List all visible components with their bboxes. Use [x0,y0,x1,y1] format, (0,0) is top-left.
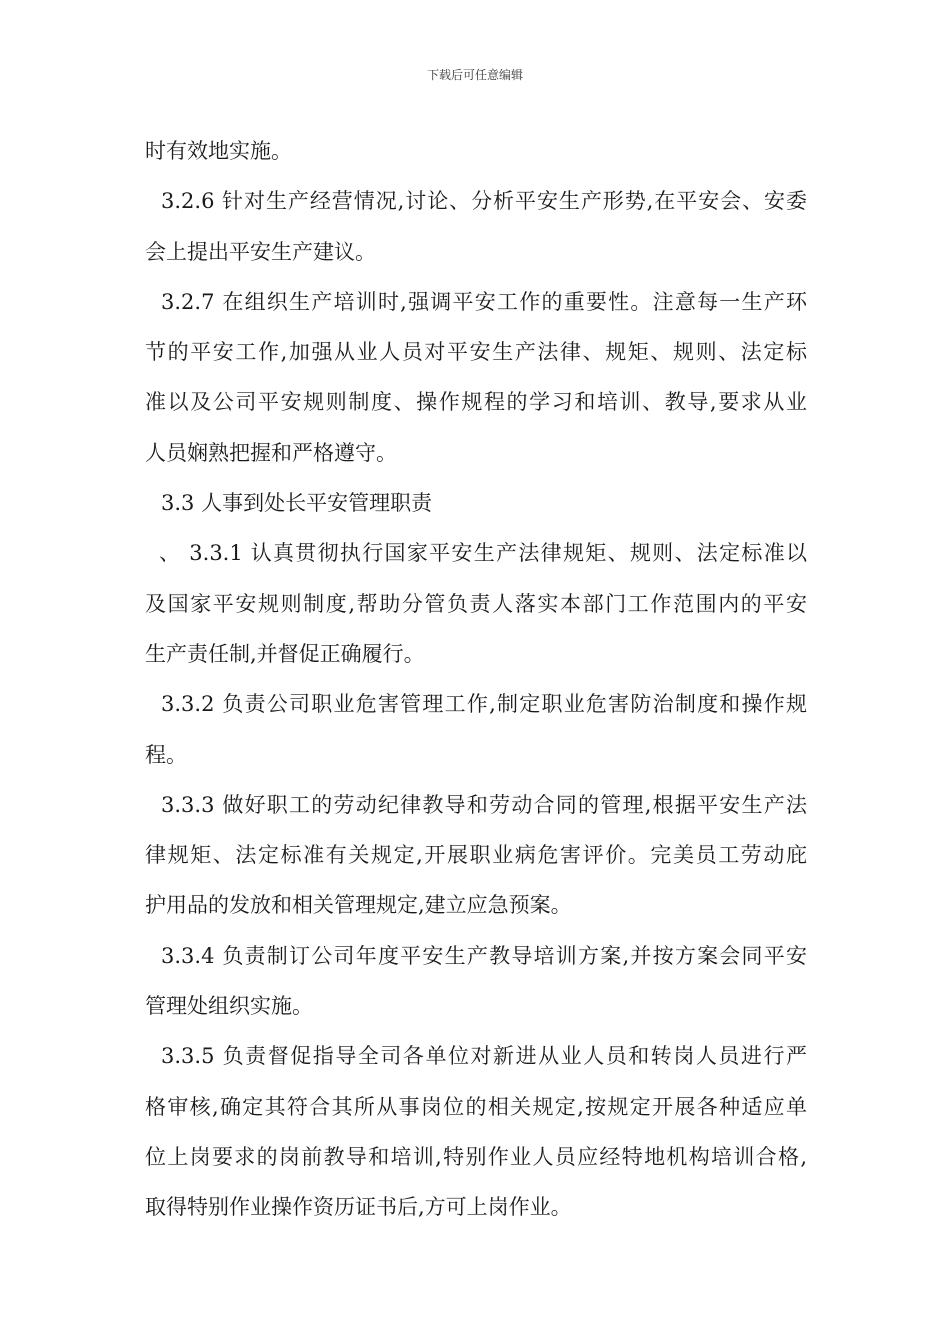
document-body [145,126,807,1233]
page-header: 下载后可任意编辑 [426,68,523,82]
text-line: 时有效地实施。 [145,139,292,163]
text-line: 及国家平安规则制度,帮助分管负责人落实本部门工作范围内的平安 [145,591,807,616]
text-line: 位上岗要求的岗前教导和培训,特别作业人员应经特地机构培训合格, [145,1144,807,1169]
text-line: 取得特别作业操作资历证书后,方可上岗作业。 [145,1195,572,1220]
text-line: 节的平安工作,加强从业人员对平安生产法律、规矩、规则、法定标 [145,340,807,365]
text-line: 准以及公司平安规则制度、操作规程的学习和培训、教导,要求从业 [145,390,807,415]
text-line: 管理处组织实施。 [145,994,313,1019]
clause-3-2-6: 3.2.6 针对生产经营情况,讨论、分析平安生产形势,在平安会、安委 [161,189,807,214]
text-line: 人员娴熟把握和严格遵守。 [145,440,397,465]
text-line: 律规矩、法定标准有关规定,开展职业病危害评价。完美员工劳动庇 [145,843,807,868]
clause-3-3-1: 、 3.3.1 认真贯彻执行国家平安生产法律规矩、规则、法定标准以 [159,541,807,566]
text-line: 格审核,确定其符合其所从事岗位的相关规定,按规定开展各种适应单 [145,1094,807,1119]
text-line: 生产责任制,并督促正确履行。 [145,641,425,666]
text-line: 护用品的发放和相关管理规定,建立应急预案。 [145,893,572,918]
clause-3-3-5: 3.3.5 负责督促指导全司各单位对新进从业人员和转岗人员进行严 [161,1044,807,1069]
clause-3-2-7: 3.2.7 在组织生产培训时,强调平安工作的重要性。注意每一生产环 [161,289,807,314]
clause-3-3-3: 3.3.3 做好职工的劳动纪律教导和劳动合同的管理,根据平安生产法 [161,792,807,817]
text-line: 会上提出平安生产建议。 [145,239,376,264]
text-line: 程。 [145,742,187,767]
clause-3-3-2: 3.3.2 负责公司职业危害管理工作,制定职业危害防治制度和操作规 [161,692,807,717]
clause-3-3-4: 3.3.4 负责制订公司年度平安生产教导培训方案,并按方案会同平安 [161,943,807,968]
section-heading-3-3: 3.3 人事到处长平安管理职责 [161,491,433,516]
